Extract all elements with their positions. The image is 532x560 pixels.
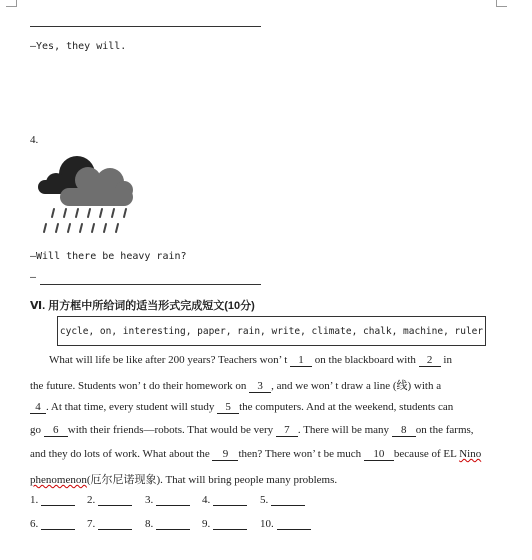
- answer-blank[interactable]: [41, 518, 75, 530]
- page-corner-mark: [6, 0, 17, 7]
- answer-item: 5.: [260, 494, 305, 506]
- blank-10[interactable]: 10: [364, 449, 394, 461]
- passage-text: and they do lots of work. What about the: [30, 448, 210, 460]
- passage-line-2: [30, 377, 514, 393]
- blank-8[interactable]: 8: [392, 425, 416, 437]
- passage-text: with their friends—robots. That would be very: [67, 424, 274, 436]
- answer-item: 6.: [30, 518, 75, 530]
- blank-4[interactable]: 4: [30, 402, 46, 414]
- section-heading: Ⅵ. 用方框中所给词的适当形式完成短文(10分): [30, 300, 255, 312]
- answer-blank[interactable]: [98, 518, 132, 530]
- passage-line-3: [30, 401, 514, 414]
- answer-line: [30, 26, 261, 27]
- passage-text: on the blackboard with: [314, 354, 416, 366]
- passage-text: the computers. And at the weekend, students can: [239, 401, 454, 413]
- answer-blank[interactable]: [156, 494, 190, 506]
- answer-item: 4.: [202, 494, 247, 506]
- answer-blank[interactable]: [213, 494, 247, 506]
- blank-6[interactable]: 6: [44, 425, 68, 437]
- passage-text: the future. Students won’ t do their homework on: [30, 380, 247, 392]
- answer-blank[interactable]: [271, 494, 305, 506]
- passage-text: because of EL: [393, 448, 457, 460]
- answer-blank[interactable]: [98, 494, 132, 506]
- dialog-answer: —Yes, they will.: [30, 41, 127, 52]
- answer-blank[interactable]: [156, 518, 190, 530]
- passage-text: go: [30, 424, 41, 436]
- passage-line-6: [30, 471, 514, 487]
- passage-text: (厄尔尼诺现象). That will bring people many problems.: [86, 474, 338, 486]
- passage-text: phenomenon: [30, 474, 87, 486]
- blank-2[interactable]: 2: [419, 355, 441, 367]
- passage-text: in: [443, 354, 452, 366]
- answer-item: 7.: [87, 518, 132, 530]
- passage-text: on the farms,: [415, 424, 474, 436]
- heavy-rain-cloud-icon: [36, 152, 136, 242]
- answer-item: 3.: [145, 494, 190, 506]
- passage-line-5: [30, 448, 514, 461]
- answer-item: 1.: [30, 494, 75, 506]
- blank-5[interactable]: 5: [217, 402, 239, 414]
- passage-text: , and we won’ t draw a line (线) with a: [271, 380, 442, 392]
- answer-line: [40, 284, 261, 285]
- passage-line-1: [30, 354, 514, 367]
- answer-item: 10.: [260, 518, 311, 530]
- question-number: 4.: [30, 134, 39, 146]
- blank-3[interactable]: 3: [249, 381, 271, 393]
- blank-7[interactable]: 7: [276, 425, 298, 437]
- question-text: —Will there be heavy rain?: [30, 251, 187, 262]
- answer-blank[interactable]: [41, 494, 75, 506]
- page-corner-mark: [496, 0, 507, 7]
- answer-blank[interactable]: [277, 518, 311, 530]
- passage-line-4: [30, 424, 514, 437]
- answer-item: 2.: [87, 494, 132, 506]
- passage-text: Nino: [459, 448, 482, 460]
- passage-text: What will life be like after 200 years? Teachers won’ t: [49, 354, 288, 366]
- answer-blank[interactable]: [213, 518, 247, 530]
- passage-text: . There will be many: [297, 424, 390, 436]
- word-bank-text: cycle, on, interesting, paper, rain, write, climate, chalk, machine, ruler: [59, 325, 484, 337]
- blank-1[interactable]: 1: [290, 355, 312, 367]
- answer-prefix: —: [30, 272, 37, 283]
- answer-item: 9.: [202, 518, 247, 530]
- answer-item: 8.: [145, 518, 190, 530]
- blank-9[interactable]: 9: [212, 449, 238, 461]
- passage-text: then? There won’ t be much: [238, 448, 362, 460]
- word-bank-box: [57, 316, 486, 346]
- passage-text: . At that time, every student will study: [46, 401, 215, 413]
